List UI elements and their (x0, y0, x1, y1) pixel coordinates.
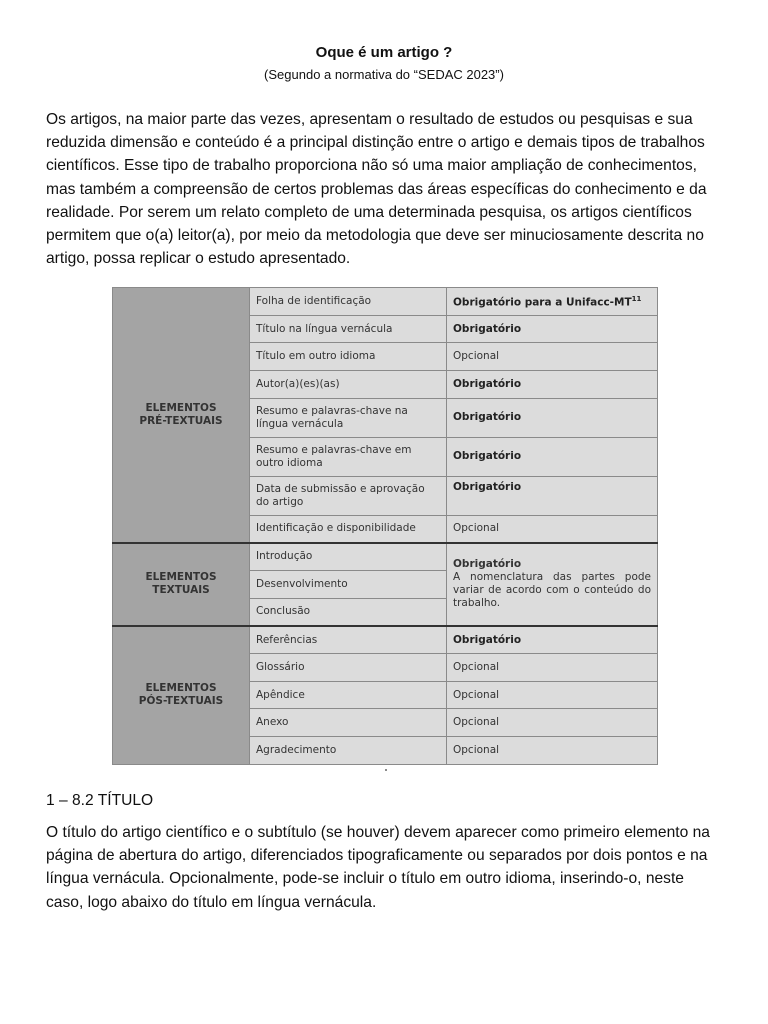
element-cell: Apêndice (250, 681, 447, 709)
element-cell: Referências (250, 626, 447, 654)
status-cell: Obrigatório (447, 315, 658, 343)
intro-paragraph: Os artigos, na maior parte das vezes, apresentam o resultado de estudos ou pesquisas e sua reduzida dimensão e conteúdo é a principal distinção entre o artigo e demais tipos de trabalhos científicos. Esse tipo de trabalho proporciona não só uma maior ampliação de conhecimentos, mas também a compreensão de certos problemas das áreas específicas do conhecimento e da realidade. Por serem um relato completo de uma determinada pesquisa, os artigos científicos permitem que o(a) leitor(a), por meio da metodologia que deve ser minuciosamente descrita no artigo, possa replicar o estudo apresentado. (46, 111, 707, 268)
status-cell: Obrigatório (447, 371, 658, 399)
scan-dot (385, 769, 387, 771)
status-cell-textual: Obrigatório A nomenclatura das partes pode variar de acordo com o conteúdo do trabalho. (447, 543, 658, 626)
group-textual: ELEMENTOS TEXTUAIS (113, 543, 250, 626)
elements-table (112, 287, 658, 765)
element-cell: Anexo (250, 709, 447, 737)
section-heading: 1 – 8.2 TÍTULO (46, 792, 154, 809)
element-cell: Título em outro idioma (250, 343, 447, 371)
element-cell: Agradecimento (250, 737, 447, 765)
document-title: Oque é um artigo ? (315, 44, 453, 61)
group-pre-textual: ELEMENTOS PRÉ-TEXTUAIS (113, 288, 250, 543)
table-row (113, 288, 658, 316)
elements-table-image (112, 287, 657, 765)
element-cell: Glossário (250, 654, 447, 682)
status-cell: Opcional (447, 654, 658, 682)
table-row (113, 543, 658, 571)
status-cell: Opcional (447, 737, 658, 765)
section-paragraph: O título do artigo científico e o subtítulo (se houver) devem aparecer como primeiro elemento na página de abertura do artigo, diferenciados tipograficamente ou separados por dois pontos e na língua vernácula. Opcionalmente, pode-se incluir o título em outro idioma, inserindo-o, neste caso, logo abaixo do título em língua vernácula. (46, 824, 710, 911)
element-cell: Título na língua vernácula (250, 315, 447, 343)
status-cell: Obrigatório (447, 626, 658, 654)
status-cell: Opcional (447, 709, 658, 737)
element-cell: Desenvolvimento (250, 571, 447, 599)
status-cell: Opcional (447, 515, 658, 543)
element-cell: Resumo e palavras-chave na língua vernácula (250, 398, 447, 437)
element-cell: Data de submissão e aprovação do artigo (250, 476, 447, 515)
status-cell: Opcional (447, 681, 658, 709)
status-cell: Opcional (447, 343, 658, 371)
document-subtitle: (Segundo a normativa do “SEDAC 2023”) (264, 67, 504, 82)
status-cell: Obrigatório para a Unifacc-MT$^{11}$ (447, 288, 658, 316)
status-cell: Obrigatório (447, 476, 658, 515)
element-cell: Identificação e disponibilidade (250, 515, 447, 543)
element-cell: Conclusão (250, 598, 447, 626)
element-cell: Folha de identificação (250, 288, 447, 316)
element-cell: Resumo e palavras-chave em outro idioma (250, 437, 447, 476)
element-cell: Autor(a)(es)(as) (250, 371, 447, 399)
table-row (113, 626, 658, 654)
element-cell: Introdução (250, 543, 447, 571)
group-pos-textual: ELEMENTOS PÓS-TEXTUAIS (113, 626, 250, 765)
status-cell: Obrigatório (447, 398, 658, 437)
status-cell: Obrigatório (447, 437, 658, 476)
